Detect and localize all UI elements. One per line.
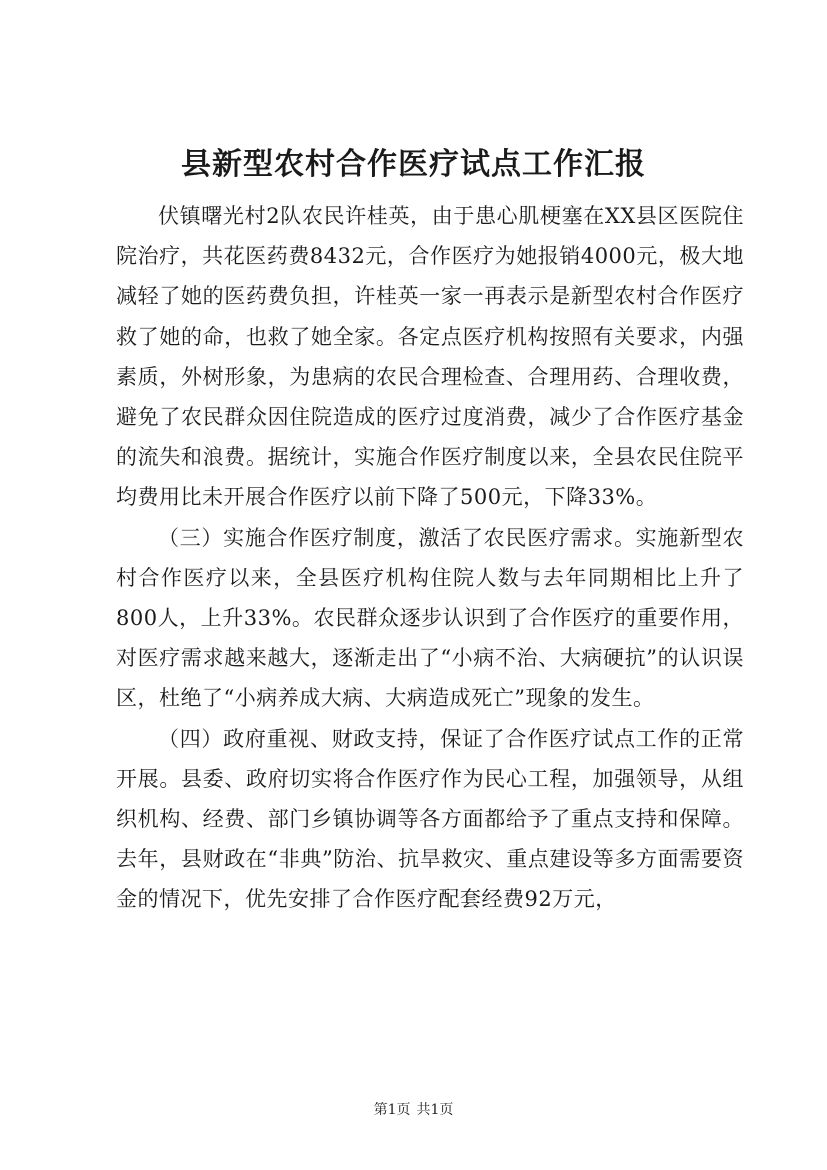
- page-footer: [0, 1100, 827, 1120]
- total-pages: 共1页: [416, 1102, 454, 1118]
- paragraph-1: 伏镇曙光村2队农民许桂英，由于患心肌梗塞在XX县区医院住院治疗，共花医药费8432元，合作医疗为她报销4000元，极大地减轻了她的医药费负担，许桂英一家一再表示是新型农村合作医疗救了她的命，也救了她全家。各定点医疗机构按照有关要求，内强素质，外树形象，为患病的农民合理检查、合理用药、合理收费，避免了农民群众因住院造成的医疗过度消费，减少了合作医疗基金的流失和浪费。据统计，实施合作医疗制度以来，全县农民住院平均费用比未开展合作医疗以前下降了500元，下降33%。: [116, 204, 744, 510]
- document-title: 县新型农村合作医疗试点工作汇报: [181, 147, 646, 182]
- document-body: [116, 196, 744, 920]
- page-number: 第1页: [373, 1102, 411, 1118]
- paragraph-3: （四）政府重视、财政支持，保证了合作医疗试点工作的正常开展。县委、政府切实将合作医疗作为民心工程，加强领导，从组织机构、经费、部门乡镇协调等各方面都给予了重点支持和保障。去年，县财政在“非典”防治、抗旱救灾、重点建设等多方面需要资金的情况下，优先安排了合作医疗配套经费92万元，: [116, 726, 744, 912]
- paragraph-2: （三）实施合作医疗制度，激活了农民医疗需求。实施新型农村合作医疗以来，全县医疗机构住院人数与去年同期相比上升了800人，上升33%。农民群众逐步认识到了合作医疗的重要作用，对医疗需求越来越大，逐渐走出了“小病不治、大病硬抗”的认识误区，杜绝了“小病养成大病、大病造成死亡”现象的发生。: [116, 525, 744, 711]
